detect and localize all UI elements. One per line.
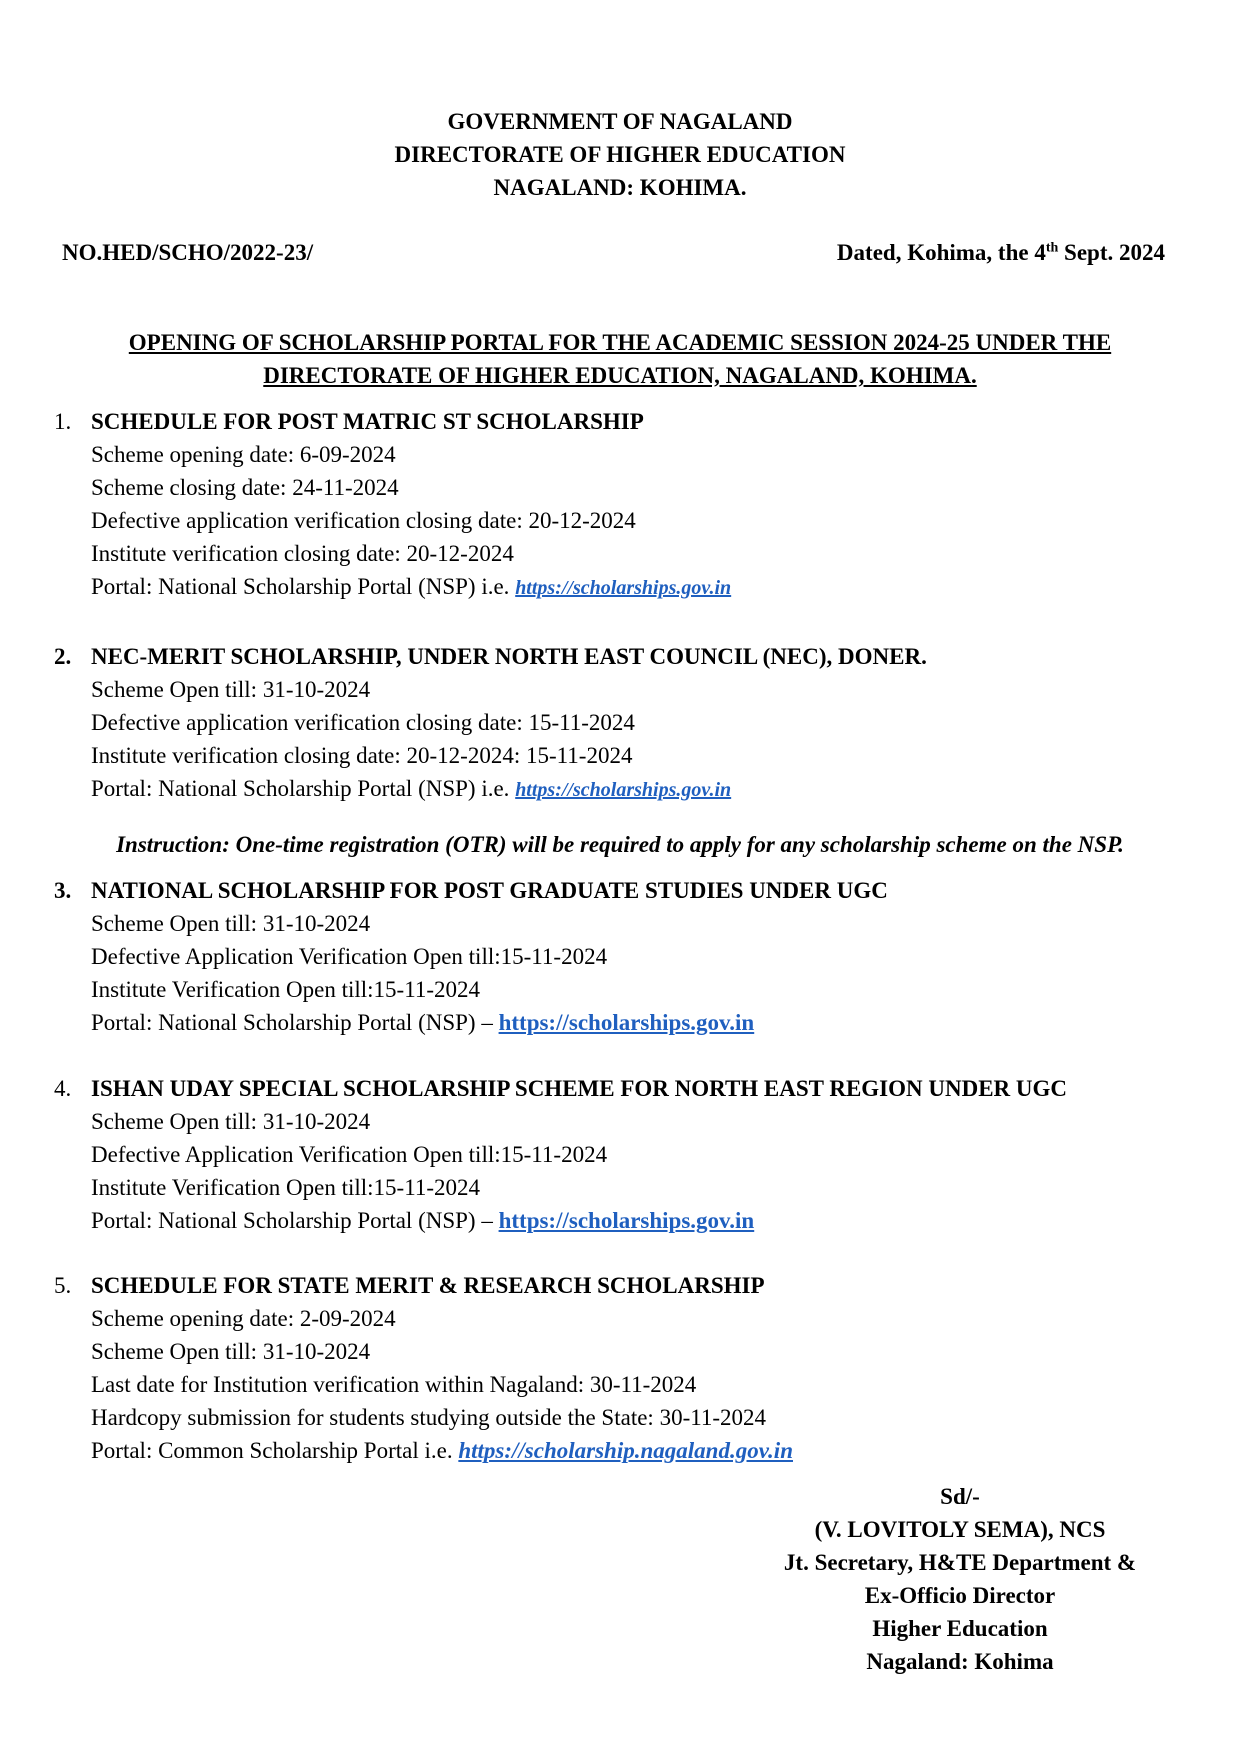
- section-detail: Scheme Open till: 31-10-2024: [91, 677, 371, 702]
- portal-line: [91, 772, 731, 805]
- section-detail: Defective Application Verification Open till:15-11-2024: [91, 944, 608, 969]
- signatory-designation: Nagaland: Kohima: [866, 1649, 1054, 1674]
- letterhead-line-directorate: DIRECTORATE OF HIGHER EDUCATION: [394, 142, 846, 167]
- section-title: ISHAN UDAY SPECIAL SCHOLARSHIP SCHEME FOR NORTH EAST REGION UNDER UGC: [91, 1076, 1068, 1101]
- subject-heading: [60, 326, 1180, 392]
- signatory-designation: Jt. Secretary, H&TE Department &: [783, 1550, 1137, 1575]
- section-detail: Institute verification closing date: 20-12-2024: [91, 541, 514, 566]
- portal-link[interactable]: https://scholarships.gov.in: [498, 1010, 755, 1035]
- section-detail: Scheme Open till: 31-10-2024: [91, 911, 371, 936]
- subject-line-2: DIRECTORATE OF HIGHER EDUCATION, NAGALAND, KOHIMA.: [263, 363, 977, 388]
- section-number: 2.: [54, 644, 72, 669]
- section-number: 4.: [54, 1076, 72, 1101]
- section-detail: Scheme opening date: 2-09-2024: [91, 1306, 396, 1331]
- letterhead-line-government: GOVERNMENT OF NAGALAND: [447, 109, 793, 134]
- section-detail: Scheme opening date: 6-09-2024: [91, 442, 396, 467]
- letterhead: [0, 105, 1240, 204]
- section-detail: Scheme Open till: 31-10-2024: [91, 1339, 371, 1364]
- signature-sd: Sd/-: [940, 1484, 980, 1509]
- section-detail: Defective application verification closing date: 20-12-2024: [91, 508, 636, 533]
- portal-label: Portal: National Scholarship Portal (NSP) i.e.: [91, 776, 516, 801]
- signature-block: [720, 1480, 1200, 1678]
- portal-link[interactable]: https://scholarships.gov.in: [515, 779, 732, 801]
- portal-line: [91, 1204, 754, 1237]
- section-title: SCHEDULE FOR STATE MERIT & RESEARCH SCHOLARSHIP: [91, 1273, 765, 1298]
- reference-date: [837, 238, 1165, 268]
- subject-line-1: OPENING OF SCHOLARSHIP PORTAL FOR THE ACADEMIC SESSION 2024-25 UNDER THE: [128, 330, 1112, 355]
- section-title: NATIONAL SCHOLARSHIP FOR POST GRADUATE STUDIES UNDER UGC: [91, 878, 888, 903]
- section-detail: Institute Verification Open till:15-11-2024: [91, 977, 481, 1002]
- portal-link[interactable]: https://scholarships.gov.in: [515, 577, 732, 599]
- section-detail: Defective Application Verification Open till:15-11-2024: [91, 1142, 608, 1167]
- portal-link[interactable]: https://scholarship.nagaland.gov.in: [458, 1438, 793, 1463]
- portal-label: Portal: Common Scholarship Portal i.e.: [91, 1438, 459, 1463]
- date-ordinal: th: [1045, 240, 1059, 256]
- signatory-designation: Higher Education: [872, 1616, 1048, 1641]
- portal-label: Portal: National Scholarship Portal (NSP) –: [91, 1010, 499, 1035]
- section-detail: Scheme Open till: 31-10-2024: [91, 1109, 371, 1134]
- date-prefix: Dated, Kohima, the 4: [836, 240, 1046, 265]
- signatory-designation: Ex-Officio Director: [864, 1583, 1056, 1608]
- section-detail: Institute Verification Open till:15-11-2024: [91, 1175, 481, 1200]
- portal-label: Portal: National Scholarship Portal (NSP) i.e.: [91, 574, 516, 599]
- section-detail: Hardcopy submission for students studying outside the State: 30-11-2024: [91, 1405, 767, 1430]
- section-detail: Scheme closing date: 24-11-2024: [91, 475, 399, 500]
- section-detail: Institute verification closing date: 20-12-2024: 15-11-2024: [91, 743, 633, 768]
- reference-number: NO.HED/SCHO/2022-23/: [62, 240, 314, 265]
- section-title: SCHEDULE FOR POST MATRIC ST SCHOLARSHIP: [91, 409, 644, 434]
- portal-line: [91, 1434, 793, 1467]
- section-detail: Last date for Institution verification within Nagaland: 30-11-2024: [91, 1372, 697, 1397]
- letterhead-line-location: NAGALAND: KOHIMA.: [493, 175, 747, 200]
- section-number: 3.: [54, 878, 72, 903]
- section-detail: Defective application verification closing date: 15-11-2024: [91, 710, 635, 735]
- portal-line: [91, 1006, 754, 1039]
- section-number: 5.: [54, 1273, 72, 1298]
- signatory-name: (V. LOVITOLY SEMA), NCS: [814, 1517, 1106, 1542]
- portal-label: Portal: National Scholarship Portal (NSP) –: [91, 1208, 499, 1233]
- otr-instruction: Instruction: One-time registration (OTR) will be required to apply for any scholarship scheme on the NSP.: [116, 832, 1124, 857]
- portal-link[interactable]: https://scholarships.gov.in: [498, 1208, 755, 1233]
- portal-line: [91, 570, 731, 603]
- section-number: 1.: [54, 409, 72, 434]
- section-title: NEC-MERIT SCHOLARSHIP, UNDER NORTH EAST COUNCIL (NEC), DONER.: [91, 644, 927, 669]
- date-suffix: Sept. 2024: [1058, 240, 1165, 265]
